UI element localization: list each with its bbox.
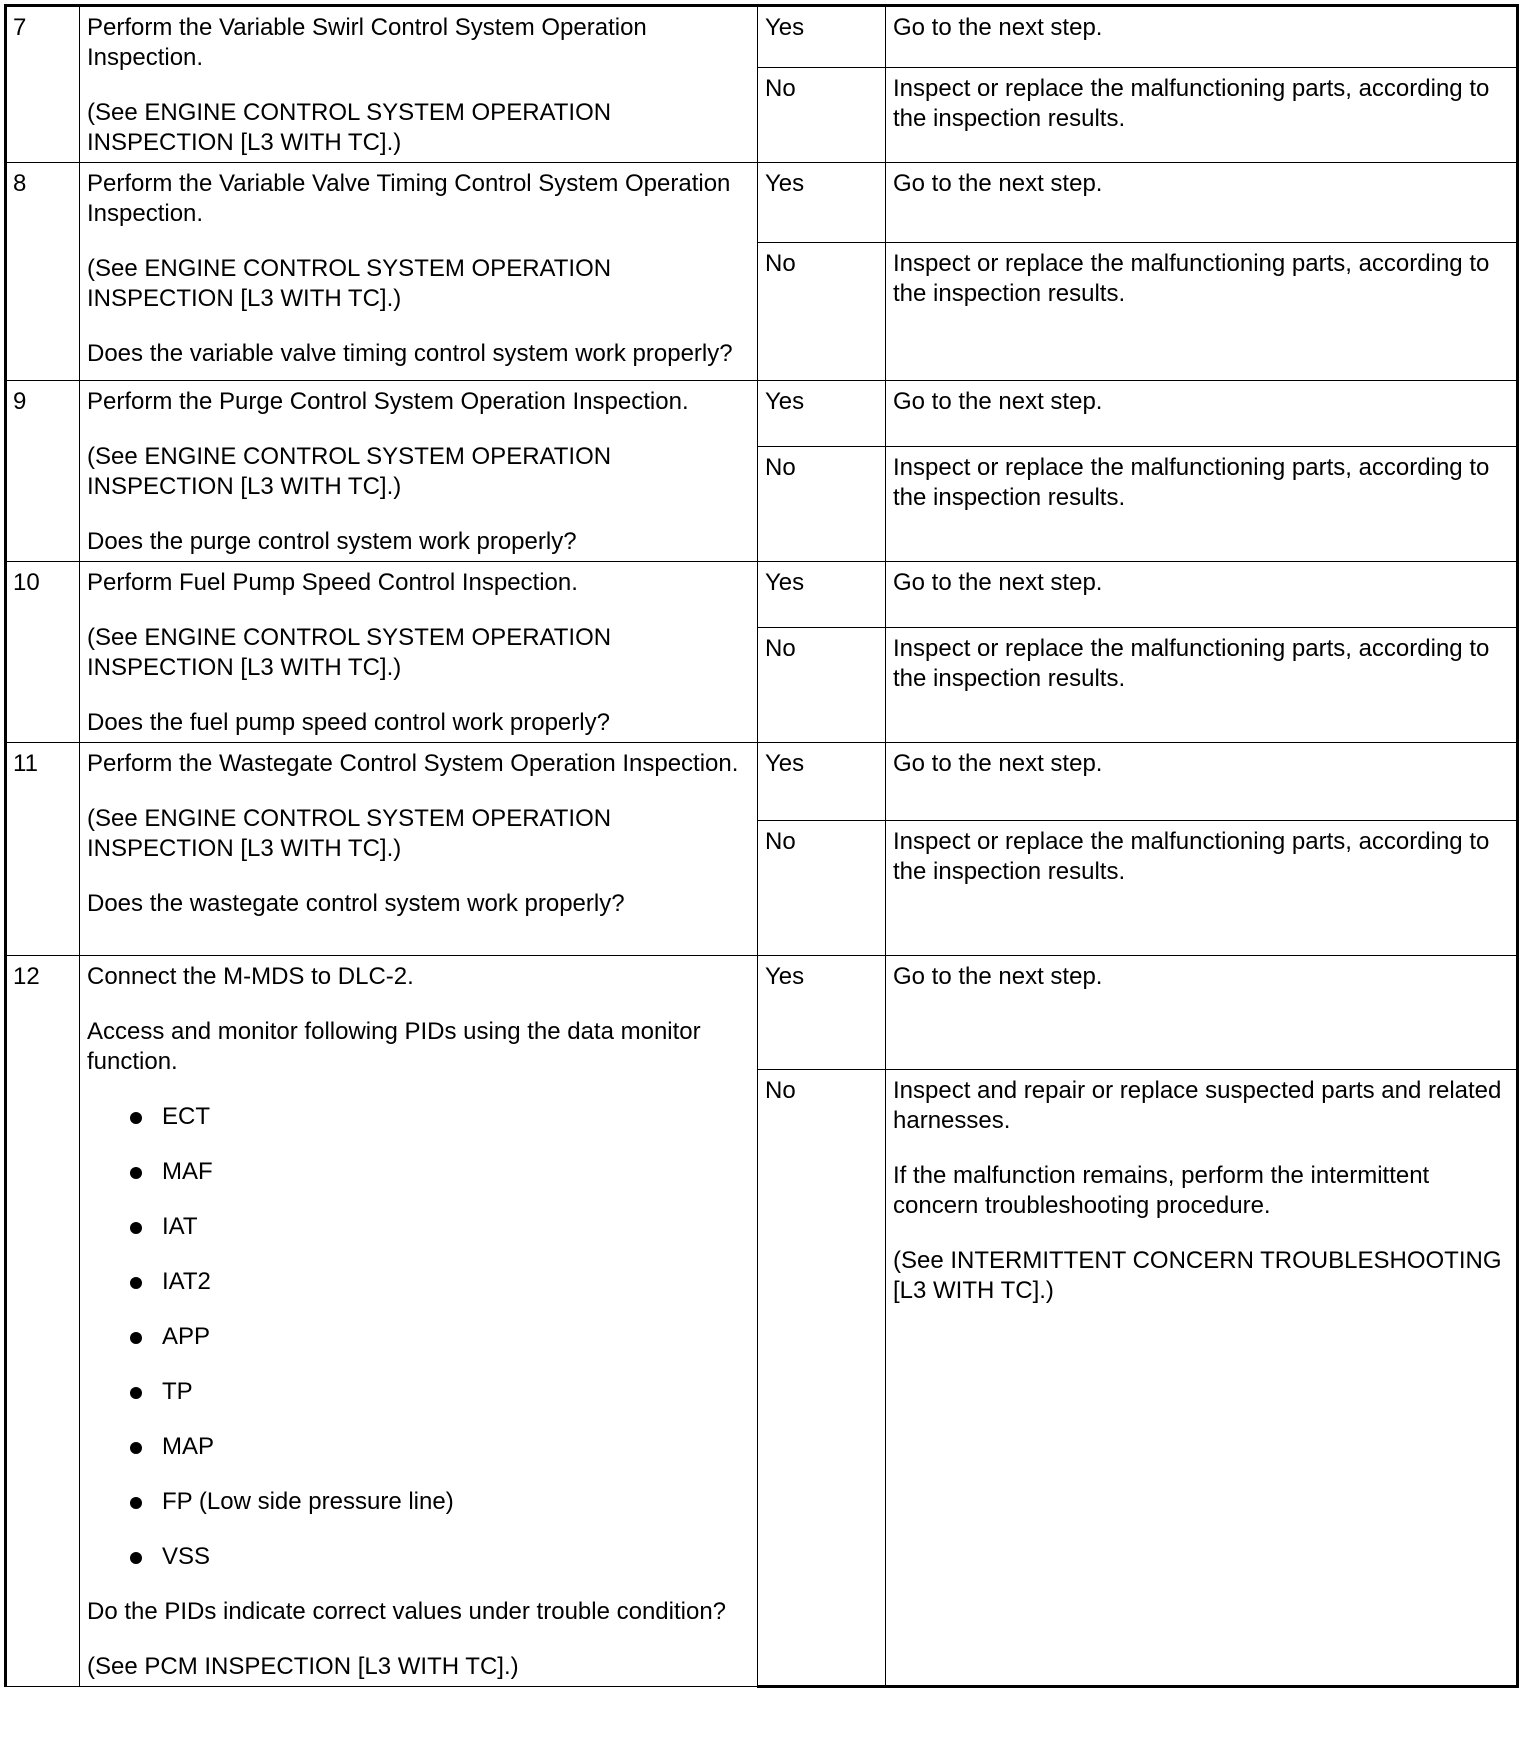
step-row-11-yes	[6, 743, 1518, 821]
action-yes	[886, 6, 1518, 68]
pid-item: APP	[87, 1322, 751, 1352]
step-number: 7	[6, 6, 80, 163]
reference-text: (See ENGINE CONTROL SYSTEM OPERATION INSPECTION [L3 WITH TC].)	[87, 443, 612, 500]
question-text: Do the PIDs indicate correct values under trouble condition?	[87, 1598, 727, 1625]
inspection-text: Perform Fuel Pump Speed Control Inspection.	[87, 569, 578, 596]
pid-item: ECT	[87, 1102, 751, 1132]
result-no: No	[758, 446, 886, 562]
pid-item: IAT	[87, 1212, 751, 1242]
question-text: Does the purge control system work properly?	[87, 528, 577, 555]
action-yes	[886, 743, 1518, 821]
pid-item: TP	[87, 1377, 751, 1407]
step-inspection	[80, 6, 758, 163]
reference-text: (See PCM INSPECTION [L3 WITH TC].)	[87, 1653, 519, 1680]
pid-item: MAP	[87, 1432, 751, 1462]
pid-item: VSS	[87, 1542, 751, 1572]
action-yes	[886, 562, 1518, 628]
result-yes: Yes	[758, 381, 886, 447]
action-text: Go to the next step.	[893, 963, 1103, 990]
action-no	[886, 821, 1518, 956]
step-number: 11	[6, 743, 80, 956]
action-text: Go to the next step.	[893, 170, 1103, 197]
action-text: Inspect or replace the malfunctioning parts, according to the inspection results.	[893, 828, 1490, 885]
step-number: 10	[6, 562, 80, 743]
pid-item: FP (Low side pressure line)	[87, 1487, 751, 1517]
action-text: Go to the next step.	[893, 14, 1103, 41]
question-text: Does the wastegate control system work properly?	[87, 890, 625, 917]
inspection-text: Perform the Variable Valve Timing Control System Operation Inspection.	[87, 170, 731, 227]
result-yes: Yes	[758, 6, 886, 68]
step-number: 8	[6, 163, 80, 381]
step-inspection	[80, 956, 758, 1687]
result-no: No	[758, 67, 886, 162]
action-no	[886, 446, 1518, 562]
action-no	[886, 67, 1518, 162]
action-no	[886, 243, 1518, 381]
result-no: No	[758, 243, 886, 381]
step-row-7-yes	[6, 6, 1518, 68]
result-no: No	[758, 821, 886, 956]
action-no	[886, 1070, 1518, 1687]
reference-text: (See ENGINE CONTROL SYSTEM OPERATION INSPECTION [L3 WITH TC].)	[87, 624, 612, 681]
reference-text: (See ENGINE CONTROL SYSTEM OPERATION INSPECTION [L3 WITH TC].)	[87, 805, 612, 862]
reference-text: (See INTERMITTENT CONCERN TROUBLESHOOTING [L3 WITH TC].)	[893, 1247, 1502, 1304]
step-inspection	[80, 743, 758, 956]
inspection-text: Connect the M-MDS to DLC-2.	[87, 963, 414, 990]
result-no: No	[758, 627, 886, 743]
question-text: Does the fuel pump speed control work properly?	[87, 709, 610, 736]
step-row-12-yes	[6, 956, 1518, 1070]
result-yes: Yes	[758, 743, 886, 821]
pid-list	[87, 1102, 751, 1572]
step-number: 9	[6, 381, 80, 562]
action-text: Inspect or replace the malfunctioning parts, according to the inspection results.	[893, 74, 1490, 132]
result-no: No	[758, 1070, 886, 1687]
action-text: Go to the next step.	[893, 388, 1103, 415]
result-yes: Yes	[758, 562, 886, 628]
action-no	[886, 627, 1518, 743]
action-text: If the malfunction remains, perform the intermittent concern troubleshooting procedure.	[893, 1162, 1430, 1219]
troubleshooting-table	[4, 4, 1519, 1688]
pid-item: MAF	[87, 1157, 751, 1187]
action-text: Go to the next step.	[893, 750, 1103, 777]
step-row-8-yes	[6, 163, 1518, 243]
question-text: Does the variable valve timing control system work properly?	[87, 340, 733, 367]
action-yes	[886, 163, 1518, 243]
action-text: Inspect and repair or replace suspected parts and related harnesses.	[893, 1077, 1502, 1134]
step-row-10-yes	[6, 562, 1518, 628]
step-inspection	[80, 562, 758, 743]
result-yes: Yes	[758, 956, 886, 1070]
step-inspection	[80, 163, 758, 381]
step-row-9-yes	[6, 381, 1518, 447]
step-inspection	[80, 381, 758, 562]
reference-text: (See ENGINE CONTROL SYSTEM OPERATION INSPECTION [L3 WITH TC].)	[87, 99, 612, 156]
inspection-text: Perform the Variable Swirl Control System Operation Inspection.	[87, 14, 647, 71]
action-yes	[886, 956, 1518, 1070]
action-text: Inspect or replace the malfunctioning parts, according to the inspection results.	[893, 250, 1490, 307]
action-text: Inspect or replace the malfunctioning parts, according to the inspection results.	[893, 453, 1490, 511]
reference-text: (See ENGINE CONTROL SYSTEM OPERATION INSPECTION [L3 WITH TC].)	[87, 255, 612, 312]
step-number: 12	[6, 956, 80, 1687]
action-text: Inspect or replace the malfunctioning parts, according to the inspection results.	[893, 634, 1490, 692]
inspection-text: Perform the Wastegate Control System Operation Inspection.	[87, 750, 739, 777]
result-yes: Yes	[758, 163, 886, 243]
instruction-text: Access and monitor following PIDs using the data monitor function.	[87, 1018, 701, 1075]
pid-item: IAT2	[87, 1267, 751, 1297]
inspection-text: Perform the Purge Control System Operation Inspection.	[87, 388, 689, 415]
action-yes	[886, 381, 1518, 447]
action-text: Go to the next step.	[893, 569, 1103, 596]
